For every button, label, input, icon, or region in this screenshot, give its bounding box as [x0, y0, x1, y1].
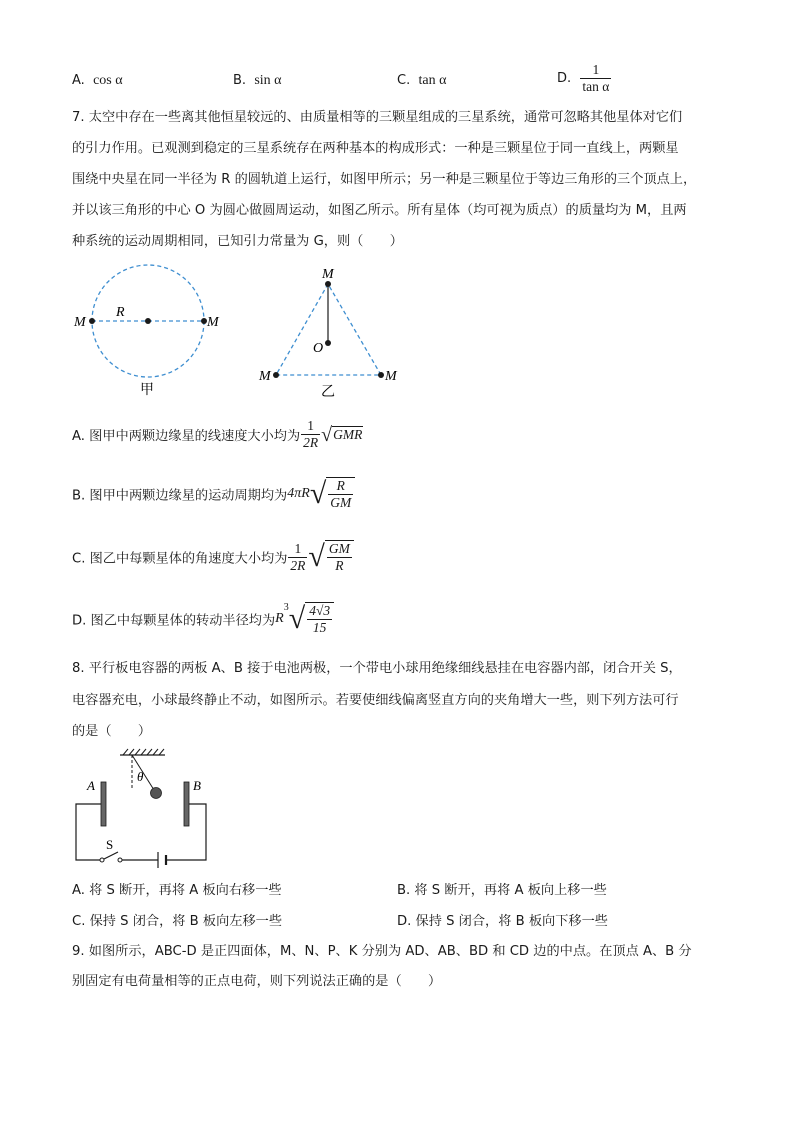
charged-ball	[151, 788, 162, 799]
q7-line-3: 围绕中央星在同一半径为 R 的圆轨道上运行，如图甲所示；另一种是三颗星位于等边三角形的三个顶点上，	[72, 172, 697, 187]
star-left	[89, 318, 95, 324]
caption-jia: 甲	[140, 383, 154, 398]
star-center	[145, 318, 151, 324]
q7-option-a: A. 图甲中两颗边缘星的线速度大小均为 $\frac{1}{2R}$ √GMR	[72, 418, 363, 450]
caption-yi: 乙	[321, 385, 335, 400]
q8-option-d: D. 保持 S 闭合，将 B 板向下移一些	[397, 914, 608, 929]
label-m-left: M	[74, 315, 86, 330]
q7-line-5: 种系统的运动周期相同，已知引力常量为 G，则（ ）	[72, 234, 403, 249]
q7-option-c: C. 图乙中每颗星体的角速度大小均为 $\frac{1}{2R}$ √ $\frac{GM}{R}$	[72, 540, 354, 574]
q7-line-1: 7. 太空中存在一些离其他恒星较远的、由质量相等的三颗星组成的三星系统，通常可忽略其他星体对它们	[72, 110, 683, 125]
q7-option-b: B. 图甲中两颗边缘星的运动周期均为4πR√ $\frac{R}{GM}$	[72, 477, 355, 511]
label-m-br: M	[385, 369, 397, 384]
switch-s	[104, 852, 118, 859]
figure-jia	[70, 262, 230, 402]
q8-line-3: 的是（ ）	[72, 724, 152, 739]
q7-option-d: D. 图乙中每颗星体的转动半径均为$R^3√$ $\frac{4√3}{15}$	[72, 602, 334, 636]
q6-option-c: C. tan α	[397, 73, 447, 88]
label-theta: θ	[137, 769, 144, 784]
label-b: B	[193, 778, 201, 793]
q8-option-a: A. 将 S 断开，再将 A 板向右移一些	[72, 883, 282, 898]
center-o	[325, 340, 331, 346]
label-m-top: M	[322, 267, 334, 282]
label-a: A	[87, 778, 95, 793]
q9-line-1: 9. 如图所示，ABC-D 是正四面体，M、N、P、K 分别为 AD、AB、BD 和 CD 边的中点。在顶点 A、B 分	[72, 944, 692, 959]
plate-a	[101, 782, 106, 826]
label-m-right: M	[207, 315, 219, 330]
q8-option-c: C. 保持 S 闭合，将 B 板向左移一些	[72, 914, 283, 929]
q8-option-b: B. 将 S 断开，再将 A 板向上移一些	[397, 883, 607, 898]
q6-option-b: B. sin α	[233, 73, 282, 88]
q6-option-a: A. cos α	[72, 73, 123, 88]
figure-yi	[255, 262, 405, 402]
q9-line-2: 别固定有电荷量相等的正点电荷，则下列说法正确的是（ ）	[72, 974, 442, 989]
q8-line-1: 8. 平行板电容器的两板 A、B 接于电池两极，一个带电小球用绝缘细线悬挂在电容器内部，闭合开关 S，	[72, 661, 682, 676]
label-s: S	[106, 837, 114, 852]
figure-capacitor	[70, 748, 220, 868]
q7-line-4: 并以该三角形的中心 O 为圆心做圆周运动，如图乙所示。所有星体（均可视为质点）的质量均为 M，且两	[72, 203, 687, 218]
q6-option-d: D. $\frac{1}{\text{tan α}}$	[557, 62, 610, 94]
star-bottom-left	[273, 372, 279, 378]
q7-line-2: 的引力作用。已观测到稳定的三星系统存在两种基本的构成形式：一种是三颗星位于同一直线上，两颗星	[72, 141, 679, 156]
label-o: O	[313, 341, 324, 356]
q8-line-2: 电容器充电，小球最终静止不动，如图所示。若要使细线偏离竖直方向的夹角增大一些，则下列方法可行	[72, 693, 679, 708]
plate-b	[184, 782, 189, 826]
label-r: R	[116, 305, 125, 320]
star-bottom-right	[378, 372, 384, 378]
label-m-bl: M	[259, 369, 271, 384]
